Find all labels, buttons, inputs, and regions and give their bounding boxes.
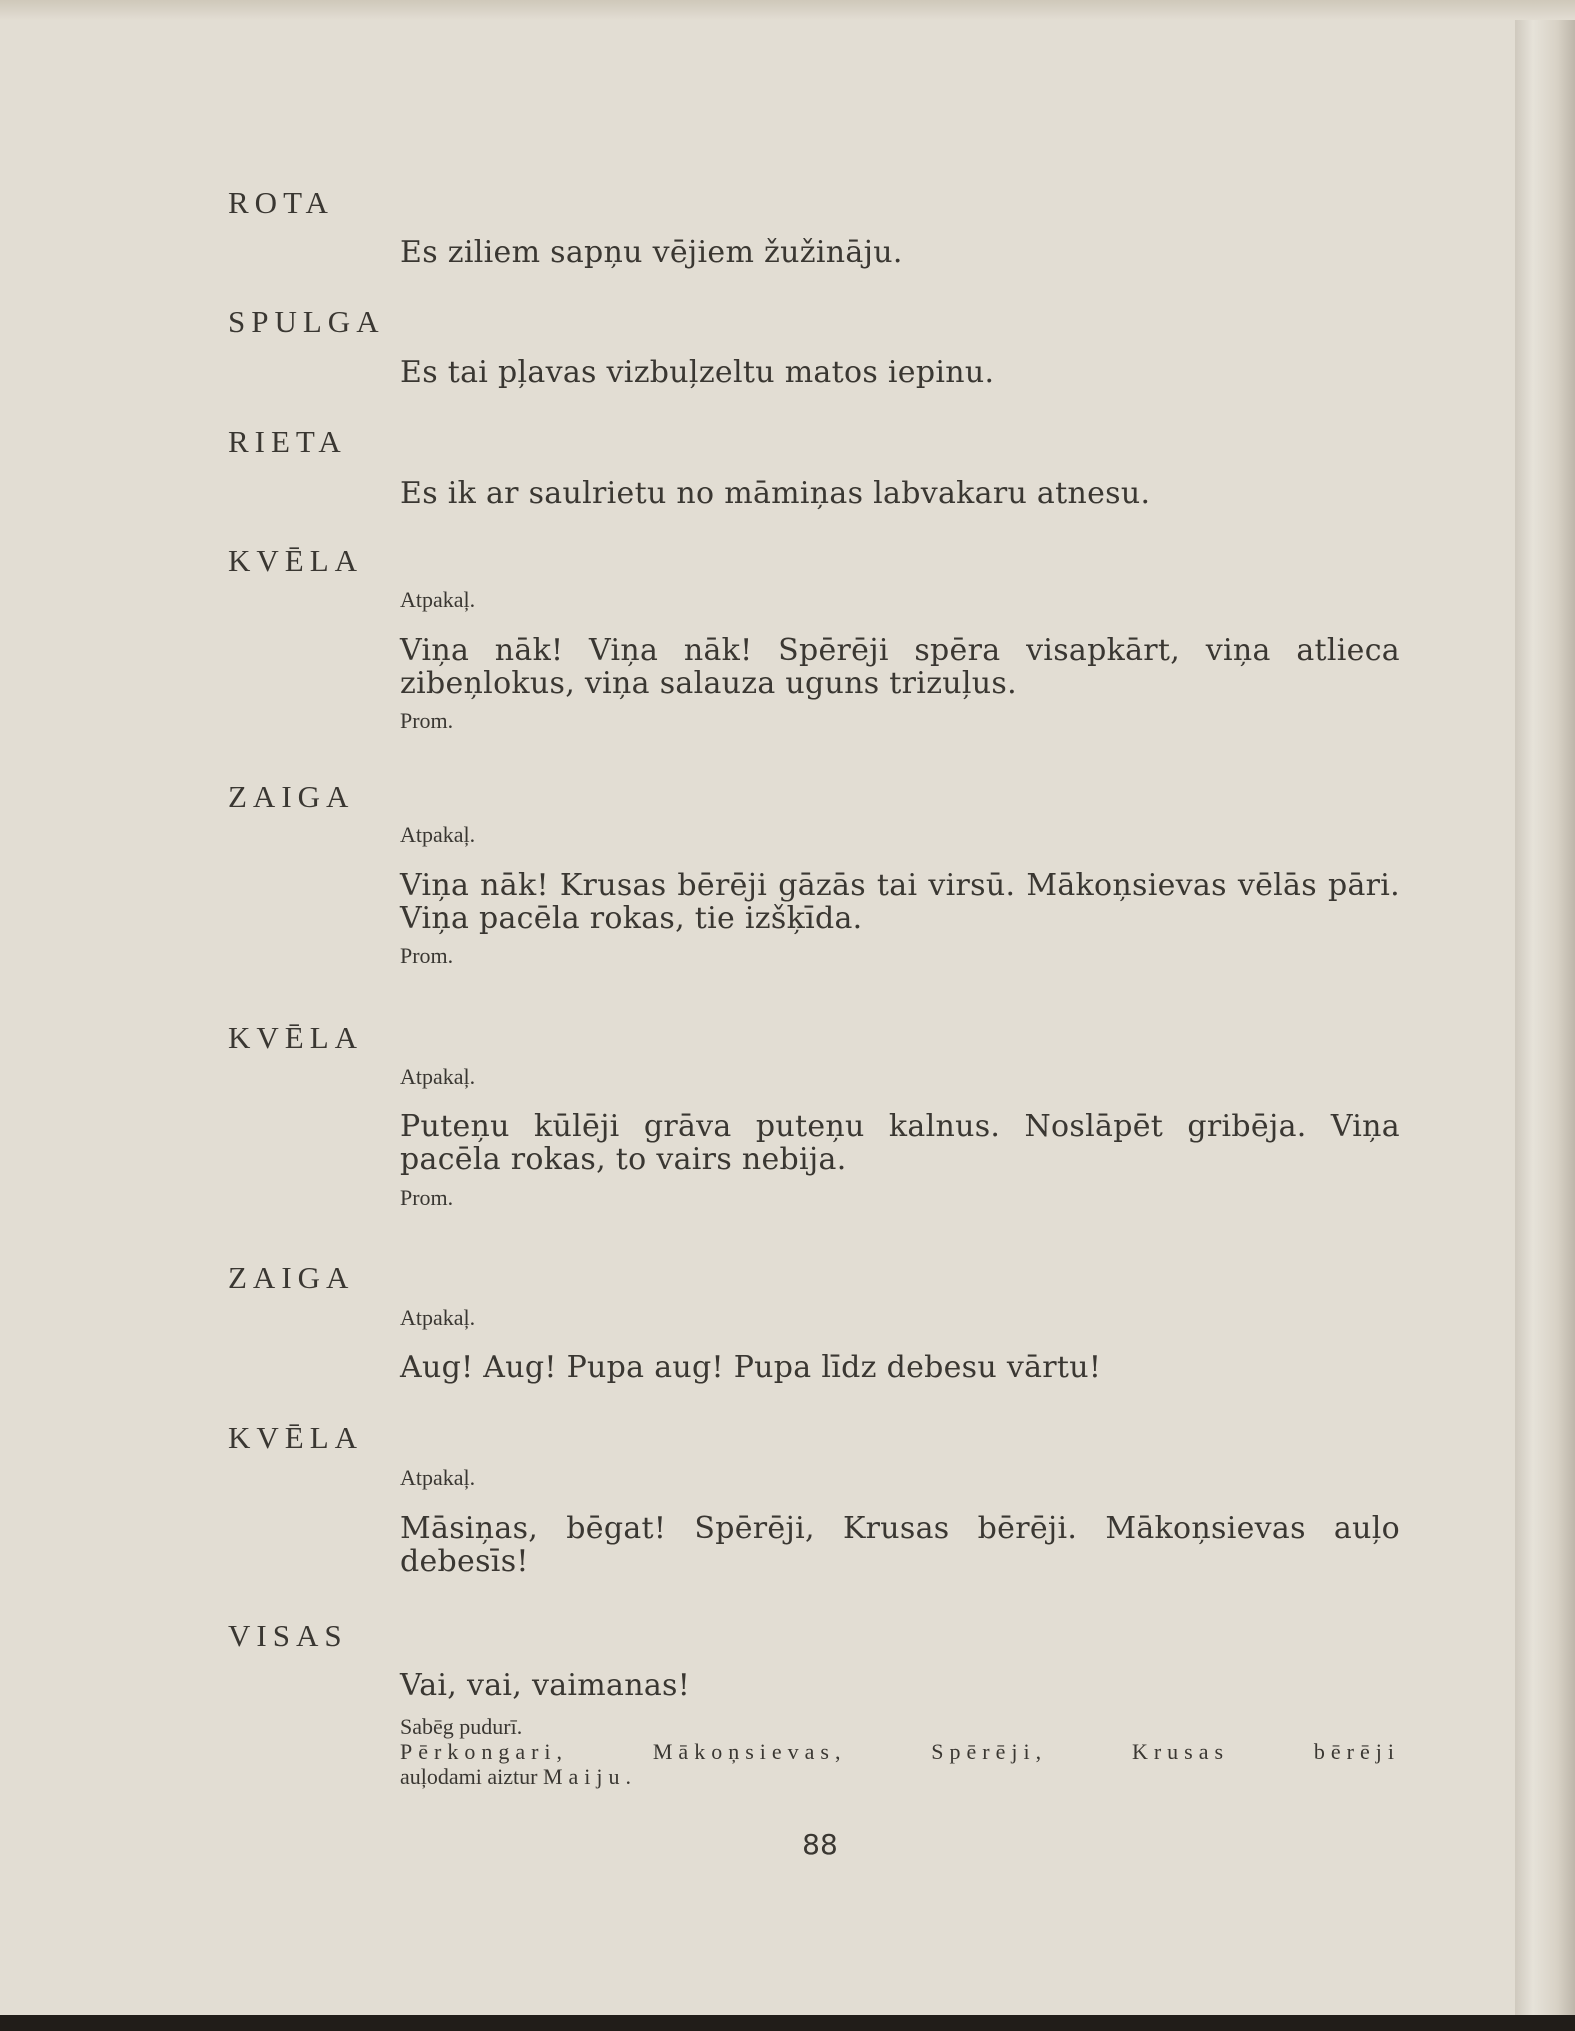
- dialogue-text: Viņa nāk! Viņa nāk! Spērēji spēra visapkārt, viņa atlieca zibeņlokus, viņa salauza uguns trizuļus.: [400, 633, 1400, 701]
- stage-direction-line: auļodami aiztur: [400, 1764, 543, 1789]
- stage-direction-name: Maiju.: [542, 1764, 638, 1789]
- dialogue-line: Es ziliem sapņu vējiem žužināju.: [400, 235, 903, 270]
- book-spine: [1515, 20, 1575, 2015]
- speaker-name: ROTA: [228, 185, 334, 220]
- speaker-name: KVĒLA: [228, 1020, 364, 1055]
- dialogue-line: Vai, vai, vaimanas!: [400, 1668, 691, 1703]
- dialogue-text: Māsiņas, bēgat! Spērēji, Krusas bērēji. Mākoņsievas auļo debesīs!: [400, 1511, 1400, 1579]
- stage-direction-block: [400, 1739, 1400, 1789]
- page-bottom-edge: [0, 2015, 1575, 2031]
- speaker-name: ZAIGA: [228, 779, 355, 814]
- stage-direction: Atpakaļ.: [400, 1305, 476, 1330]
- speaker-name: KVĒLA: [228, 1420, 364, 1455]
- stage-direction: Prom.: [400, 1185, 454, 1210]
- stage-direction: Sabēg pudurī.: [400, 1714, 523, 1739]
- dialogue-line: Aug! Aug! Pupa aug! Pupa līdz debesu vārtu!: [400, 1350, 1102, 1385]
- speaker-name: SPULGA: [228, 304, 385, 339]
- speaker-name: KVĒLA: [228, 543, 364, 578]
- page-top-edge: [0, 0, 1575, 20]
- stage-direction: Atpakaļ.: [400, 822, 476, 847]
- stage-direction: Prom.: [400, 943, 454, 968]
- stage-direction: Prom.: [400, 708, 454, 733]
- speaker-name: VISAS: [228, 1618, 348, 1653]
- stage-direction: Atpakaļ.: [400, 1465, 476, 1490]
- speaker-name: RIETA: [228, 424, 347, 459]
- dialogue-line: Es ik ar saulrietu no māmiņas labvakaru atnesu.: [400, 476, 1151, 511]
- page-number: 88: [802, 1828, 838, 1861]
- stage-direction: Atpakaļ.: [400, 1064, 476, 1089]
- speaker-name: ZAIGA: [228, 1260, 355, 1295]
- stage-direction: Atpakaļ.: [400, 587, 476, 612]
- dialogue-text: Viņa nāk! Krusas bērēji gāzās tai virsū. Mākoņsievas vēlās pāri. Viņa pacēla rokas, tie izšķīda.: [400, 868, 1400, 936]
- dialogue-text: Puteņu kūlēji grāva puteņu kalnus. Noslāpēt gribēja. Viņa pacēla rokas, to vairs nebija.: [400, 1109, 1400, 1177]
- book-page: [0, 20, 1515, 2015]
- stage-direction-line: Pērkongari, Mākoņsievas, Spērēji, Krusas bērēji: [400, 1739, 1400, 1764]
- dialogue-line: Es tai pļavas vizbuļzeltu matos iepinu.: [400, 355, 995, 390]
